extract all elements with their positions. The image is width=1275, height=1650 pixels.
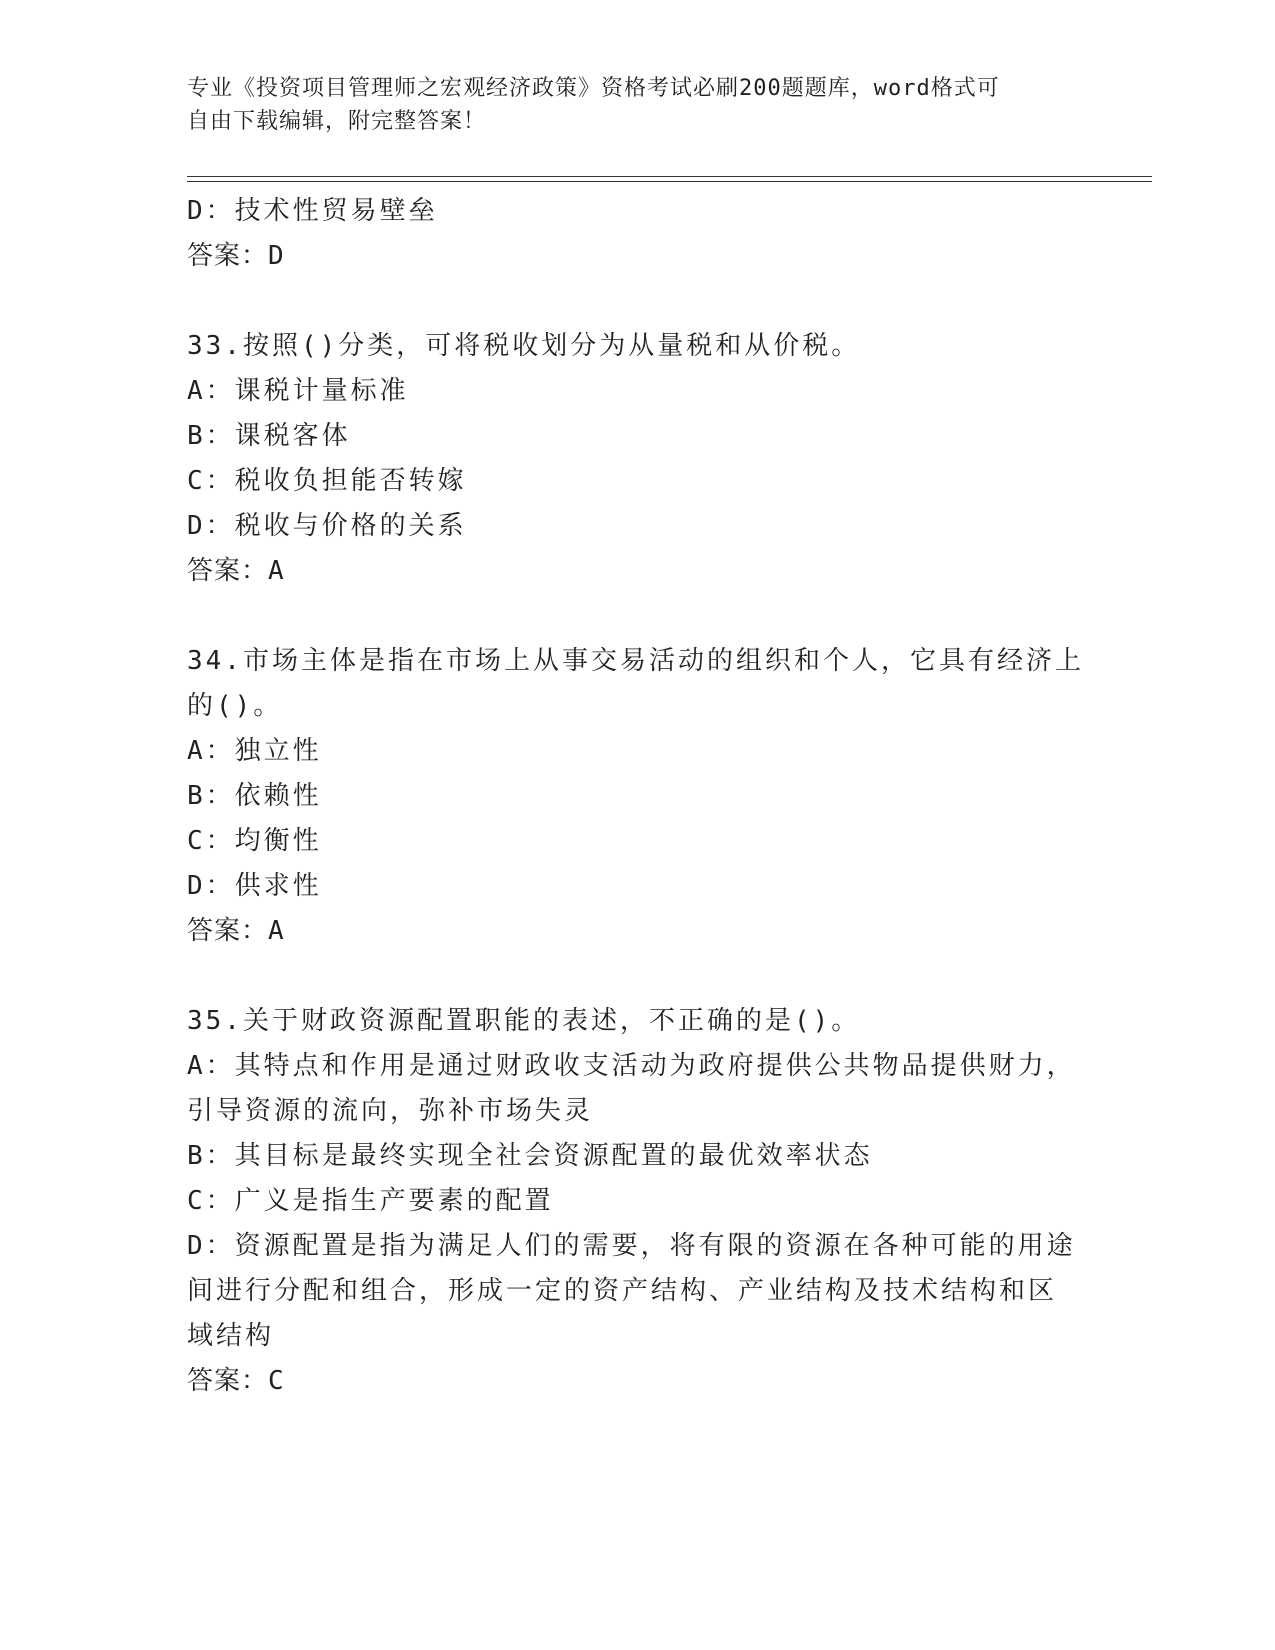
question-33 xyxy=(187,324,1087,594)
question-stem-line-1: 34.市场主体是指在市场上从事交易活动的组织和个人，它具有经济上 xyxy=(187,646,1084,676)
option-b: B：课税客体 xyxy=(187,421,351,451)
question-stem: 35.关于财政资源配置职能的表述，不正确的是()。 xyxy=(187,1006,861,1036)
option-d: D：税收与价格的关系 xyxy=(187,511,467,541)
spacer xyxy=(187,954,1087,999)
option-a-line-1: A：其特点和作用是通过财政收支活动为政府提供公共物品提供财力， xyxy=(187,1051,1076,1081)
answer-line: 答案：C xyxy=(187,1366,285,1396)
spacer xyxy=(187,279,1087,324)
document-header xyxy=(187,72,1067,138)
header-rule-top xyxy=(187,176,1152,177)
question-32-fragment xyxy=(187,189,1087,279)
spacer xyxy=(187,594,1087,639)
option-a: A：课税计量标准 xyxy=(187,376,409,406)
header-line-2: 自由下载编辑，附完整答案！ xyxy=(187,109,487,134)
question-stem-line-2: 的()。 xyxy=(187,691,283,721)
option-c: C：均衡性 xyxy=(187,826,322,856)
option-d-line-3: 域结构 xyxy=(187,1321,275,1351)
header-rule-bottom xyxy=(187,181,1152,182)
option-b: B：依赖性 xyxy=(187,781,322,811)
question-stem: 33.按照()分类，可将税收划分为从量税和从价税。 xyxy=(187,331,861,361)
option-d: D：供求性 xyxy=(187,871,322,901)
option-d-line-1: D：资源配置是指为满足人们的需要，将有限的资源在各种可能的用途 xyxy=(187,1231,1076,1261)
answer-line: 答案：A xyxy=(187,916,285,946)
option-c: C：税收负担能否转嫁 xyxy=(187,466,467,496)
option-a-line-2: 引导资源的流向，弥补市场失灵 xyxy=(187,1096,594,1126)
option-b: B：其目标是最终实现全社会资源配置的最优效率状态 xyxy=(187,1141,873,1171)
option-c: C：广义是指生产要素的配置 xyxy=(187,1186,554,1216)
question-34 xyxy=(187,639,1087,954)
answer-line: 答案：A xyxy=(187,556,285,586)
option-d: D：技术性贸易壁垒 xyxy=(187,196,438,226)
answer-line: 答案：D xyxy=(187,241,285,271)
question-35 xyxy=(187,999,1087,1404)
question-content xyxy=(187,189,1087,1404)
header-line-1: 专业《投资项目管理师之宏观经济政策》资格考试必刷200题题库，word格式可 xyxy=(187,76,1000,101)
option-d-line-2: 间进行分配和组合，形成一定的资产结构、产业结构及技术结构和区 xyxy=(187,1276,1058,1306)
option-a: A：独立性 xyxy=(187,736,322,766)
